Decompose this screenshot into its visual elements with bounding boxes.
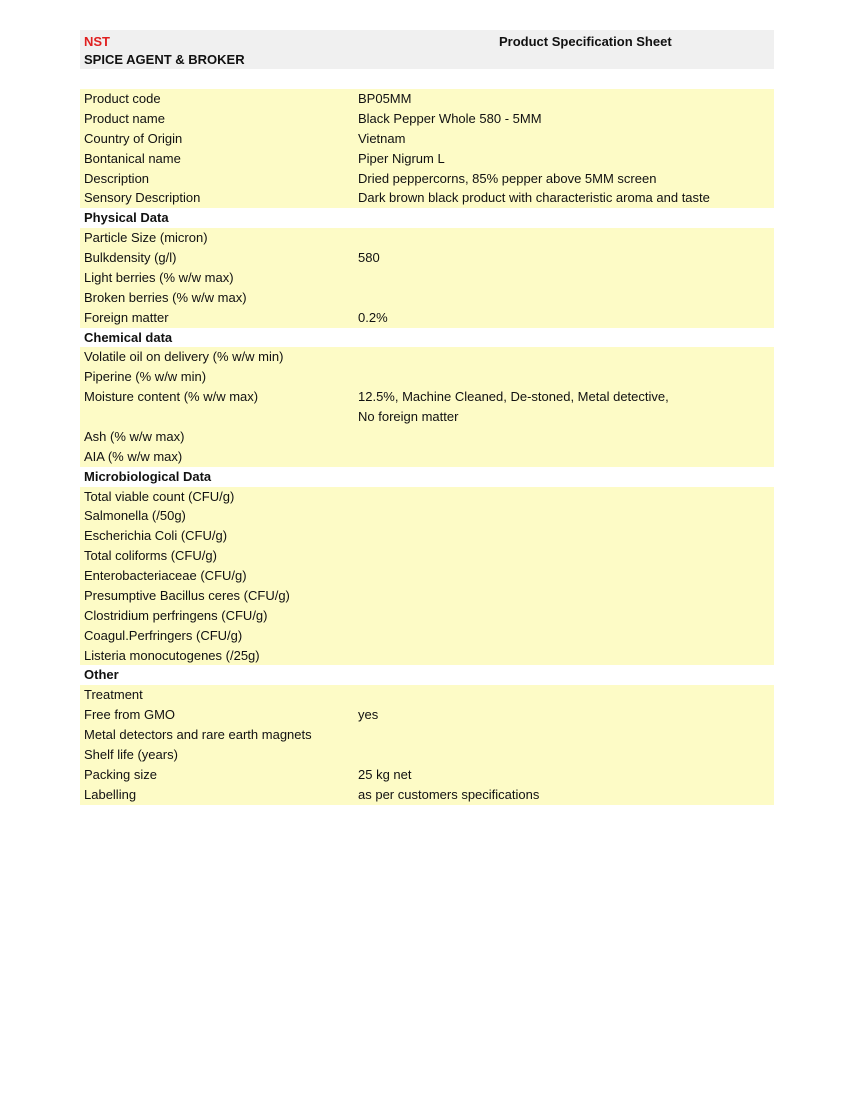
section-heading-row [80,665,774,685]
spec-row [80,188,774,208]
spec-label: Listeria monocutogenes (/25g) [84,647,260,663]
spec-value [358,626,774,646]
spec-row [80,705,774,725]
spec-label: Light berries (% w/w max) [84,269,234,285]
spec-value: BP05MM [358,91,412,106]
spec-label: Presumptive Bacillus ceres (CFU/g) [84,587,290,603]
specification-sheet [80,30,774,805]
spec-label: Total viable count (CFU/g) [84,488,235,504]
spec-label: Product name [84,110,165,126]
spec-row [80,367,774,387]
spec-label: Ash (% w/w max) [84,428,185,444]
spec-value: 0.2% [358,309,388,325]
spec-value [358,328,774,348]
spec-row [80,149,774,169]
spec-row [80,129,774,149]
spec-row [80,268,774,288]
spec-row [80,89,774,109]
brand-name: NST [84,34,110,49]
spec-label: AIA (% w/w max) [84,448,183,464]
spec-row [80,646,774,666]
spec-label: Total coliforms (CFU/g) [84,548,217,564]
spec-value: Piper Nigrum L [358,150,445,166]
spec-value [358,427,774,447]
spec-label: Bulkdensity (g/l) [84,250,177,265]
spec-label: Enterobacteriaceae (CFU/g) [84,568,247,583]
spec-value: Dried peppercorns, 85% pepper above 5MM screen [358,170,657,186]
spec-label: Piperine (% w/w min) [84,369,207,385]
spec-label: Volatile oil on delivery (% w/w min) [84,349,284,365]
spec-value [358,487,774,507]
spec-value [358,347,774,367]
spec-value [358,367,774,387]
brand-tagline: SPICE AGENT & BROKER [84,52,245,67]
spec-row [80,308,774,328]
spec-label: Broken berries (% w/w max) [84,289,247,305]
spec-value: 25 kg net [358,766,412,782]
spec-value [358,665,774,685]
section-heading-row [80,208,774,228]
spec-row [80,506,774,526]
spec-row [80,626,774,646]
spec-value [358,725,774,745]
spec-label: Packing size [84,766,157,782]
spec-label: Foreign matter [84,309,169,325]
spec-row [80,288,774,308]
spec-value [358,606,774,626]
spec-label: Salmonella (/50g) [84,508,186,524]
spec-value: as per customers specifications [358,786,540,802]
spec-label: Product code [84,91,161,106]
spec-label: Treatment [84,687,143,703]
spec-value: 12.5%, Machine Cleaned, De-stoned, Metal detective, No foreign matter [358,389,669,424]
spec-row [80,586,774,606]
spec-label: Moisture content (% w/w max) [84,389,259,405]
spec-value [358,506,774,526]
section-heading-row [80,467,774,487]
spec-row [80,347,774,367]
section-heading: Chemical data [84,329,173,345]
spec-label: Particle Size (micron) [84,230,208,246]
spec-row [80,427,774,447]
spec-row [80,725,774,745]
spec-value [358,467,774,487]
spec-label: Labelling [84,786,137,802]
spec-row [80,387,774,427]
spec-row [80,487,774,507]
spec-label: Bontanical name [84,150,181,166]
spec-row [80,765,774,785]
spec-row [80,785,774,805]
spec-value [358,447,774,467]
spec-row [80,685,774,705]
header-spacer [80,69,774,89]
spec-label: Free from GMO [84,707,176,723]
spec-row [80,169,774,189]
spec-row [80,566,774,586]
spec-row [80,546,774,566]
spec-value: 580 [358,250,380,265]
spec-value: Vietnam [358,130,406,146]
spec-label: Description [84,170,150,186]
spec-row [80,109,774,129]
spec-value [358,526,774,546]
sheet-header [80,30,774,69]
spec-label: Metal detectors and rare earth magnets [84,727,312,742]
section-heading: Microbiological Data [84,468,212,484]
spec-row [80,606,774,626]
spec-value [358,586,774,606]
spec-label: Clostridium perfringens (CFU/g) [84,607,268,623]
spec-row [80,228,774,248]
spec-value [358,288,774,308]
spec-row [80,248,774,268]
spec-value: Black Pepper Whole 580 - 5MM [358,110,542,126]
spec-table [80,89,774,805]
spec-value [358,268,774,288]
spec-value [358,546,774,566]
section-heading: Other [84,667,119,683]
spec-label: Shelf life (years) [84,746,178,762]
section-heading: Physical Data [84,210,169,226]
spec-label: Country of Origin [84,130,183,146]
spec-label: Sensory Description [84,190,201,206]
spec-value [358,228,774,248]
spec-value: yes [358,707,379,723]
spec-row [80,447,774,467]
spec-label: Escherichia Coli (CFU/g) [84,528,228,544]
spec-value [358,745,774,765]
spec-value [358,646,774,666]
spec-value [358,208,774,228]
spec-value: Dark brown black product with characteristic aroma and taste [358,190,710,206]
spec-value [358,566,774,586]
spec-label: Coagul.Perfringers (CFU/g) [84,627,243,643]
spec-value [358,685,774,705]
document-title: Product Specification Sheet [499,34,672,49]
spec-row [80,526,774,546]
spec-row [80,745,774,765]
section-heading-row [80,328,774,348]
